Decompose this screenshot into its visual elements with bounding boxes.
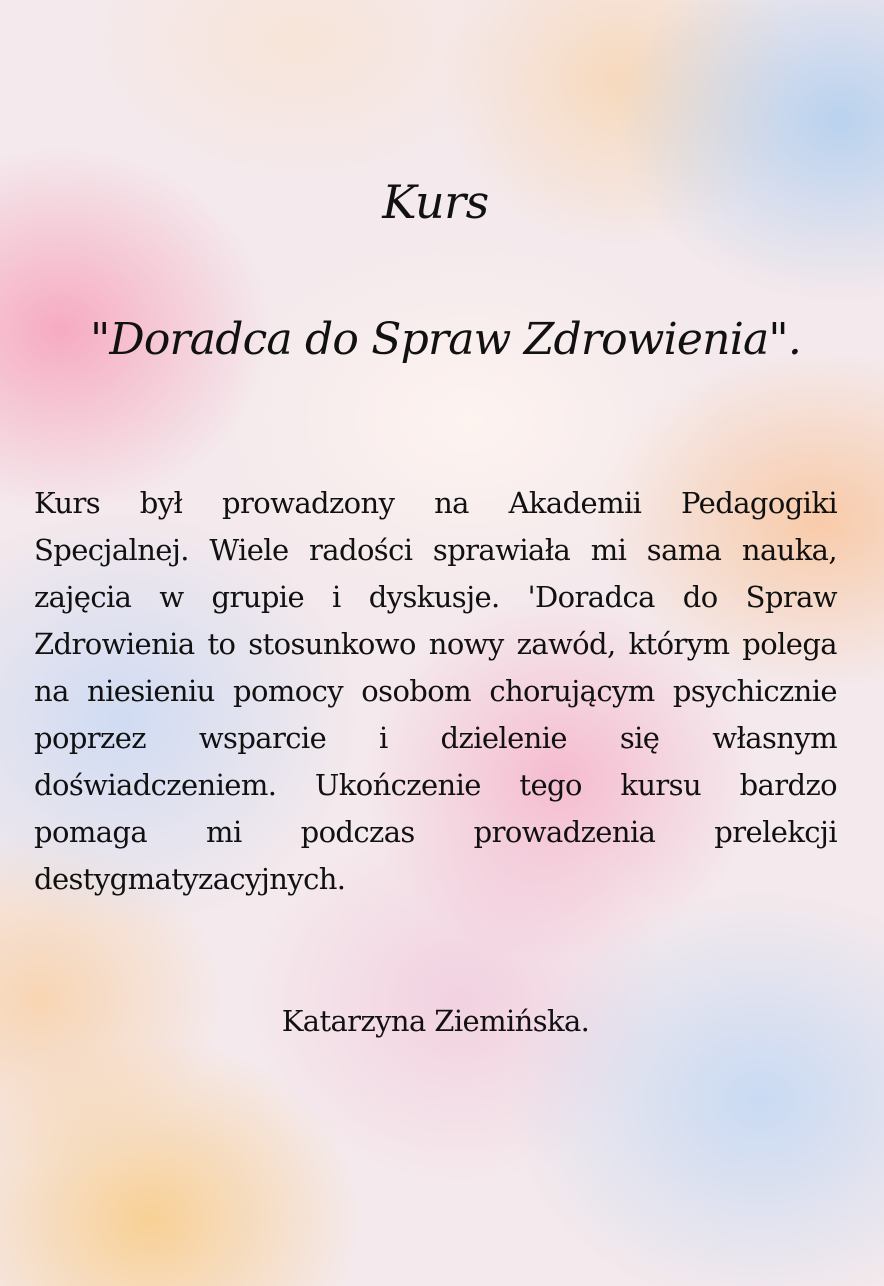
course-title: "Doradca do Spraw Zdrowienia".: [89, 314, 802, 365]
course-label: Kurs: [382, 175, 489, 229]
author-signature: Katarzyna Ziemińska.: [281, 1004, 590, 1038]
document-content: [34, 0, 837, 1286]
body-paragraph: Kurs był prowadzony na Akademii Pedagogiki Specjalnej. Wiele radości sprawiała mi sama nauka, zajęcia w grupie i dyskusje. 'Doradca do Spraw Zdrowienia to stosunkowo nowy zawód, którym polega na niesieniu pomocy osobom chorującym psychicznie poprzez wsparcie i dzielenie się własnym doświadczeniem. Ukończenie tego kursu bardzo pomaga mi podczas prowadzenia prelekcji destygmatyzacyjnych.: [34, 486, 837, 896]
